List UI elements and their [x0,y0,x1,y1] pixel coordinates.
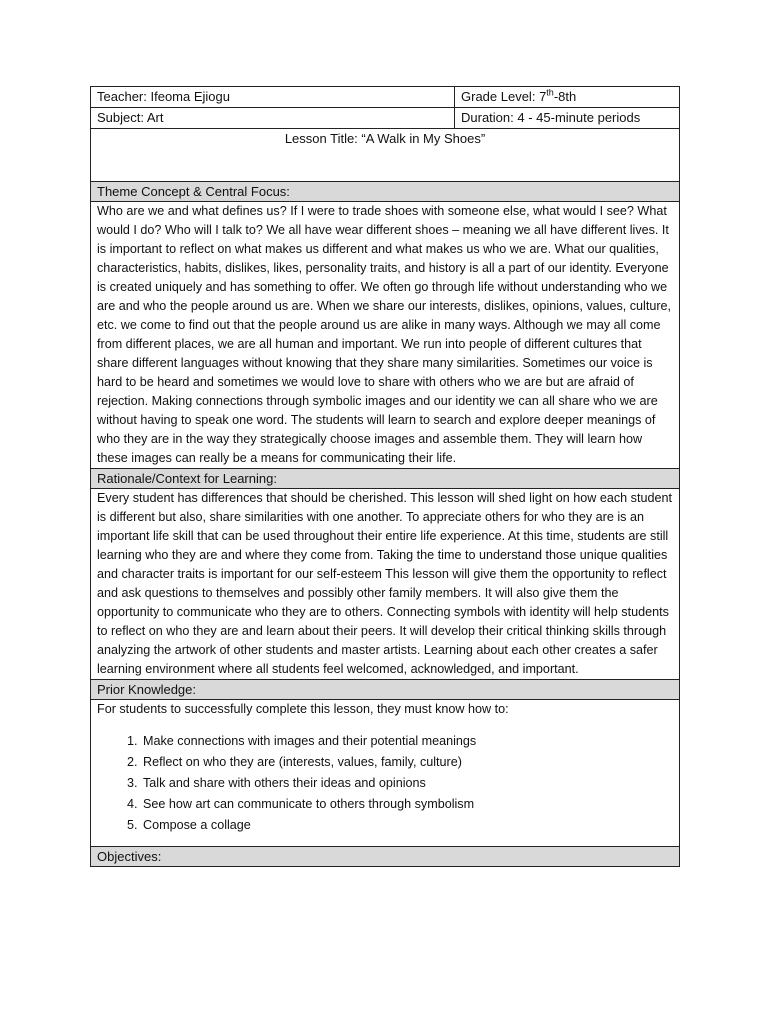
lesson-plan-table [90,86,680,867]
theme-heading: Theme Concept & Central Focus: [91,182,680,202]
objectives-heading-row [91,847,680,867]
list-item: 5. Compose a collage [141,815,673,836]
rationale-body-row [91,489,680,680]
grade-level-value: 7th-8th [539,87,577,104]
subject-cell [91,108,455,129]
duration-value: 4 - 45-minute periods [517,110,641,125]
rationale-heading: Rationale/Context for Learning: [91,469,680,489]
grade-level-cell [455,87,680,108]
duration-cell: Duration: 4 - 45-minute periods [455,108,680,129]
lesson-title: Lesson Title: “A Walk in My Shoes” [91,129,680,182]
list-item: 1. Make connections with images and their potential meanings [141,731,673,752]
teacher-label: Teacher: [97,89,147,104]
prior-knowledge-intro: For students to successfully complete this lesson, they must know how to: [97,702,509,716]
prior-knowledge-list [97,731,673,836]
grade-level-label: Grade Level: [461,89,536,104]
prior-knowledge-body-row [91,700,680,847]
teacher-value: Ifeoma Ejiogu [150,89,230,104]
list-item: 3. Talk and share with others their ideas and opinions [141,773,673,794]
rationale-heading-row [91,469,680,489]
list-item: 2. Reflect on who they are (interests, values, family, culture) [141,752,673,773]
theme-body-row [91,202,680,469]
subject-label: Subject: [97,110,144,125]
objectives-heading: Objectives: [91,847,680,867]
duration-label: Duration [461,110,511,125]
subject-value: Art [146,110,164,125]
header-row-teacher [91,87,680,108]
teacher-cell [91,87,455,108]
lesson-title-row [91,129,680,182]
rationale-body: Every student has differences that should be cherished. This lesson will shed light on how each student is different but also, share similarities with one another. To appreciate others for who they are is an important life skill that can be used throughout their entire life experience. At this time, students are still learning who they are and where they come from. Taking the time to understand those unique qualities and character traits is important for our self-esteem This lesson will give them the opportunity to reflect and ask questions to themselves and possibly other family members. It will also give them the opportunity to communicate who they are to others. Connecting symbols with identity will help students to reflect on who they are and learn about their peers. It will develop their critical thinking skills through analyzing the artwork of other students and master artists. Learning about each other creates a safer learning environment where all students feel welcomed, acknowledged, and important. [97,491,672,676]
list-item: 4. See how art can communicate to others through symbolism [141,794,673,815]
prior-knowledge-heading: Prior Knowledge: [91,680,680,700]
prior-knowledge-heading-row [91,680,680,700]
header-row-subject [91,108,680,129]
theme-heading-row [91,182,680,202]
theme-body: Who are we and what defines us? If I were to trade shoes with someone else, what would I see? What would I do? Who will I talk to? We all have wear different shoes – meaning we all have different lives. It is important to reflect on what makes us different and what makes us who we are. What our qualities, characteristics, habits, dislikes, likes, personality traits, and history is all a part of our identity. Everyone is created uniquely and has something to offer. We often go through life without understanding who we are and who the people around us are. When we share our interests, dislikes, opinions, values, culture, etc. we come to find out that the people around us are alike in many ways. Although we may all come from different places, we are all human and important. We run into people of different cultures that share different languages without knowing that they share many similarities. Sometimes our voice is hard to be heard and sometimes we would love to share with others who we are but are afraid of rejection. Making connections through symbolic images and our identity we can all share who we are without having to speak one word. The students will learn to search and explore deeper meanings of who they are in the way they strategically choose images and assemble them. They will learn how these images can really be a means for communicating their life. [97,204,672,465]
